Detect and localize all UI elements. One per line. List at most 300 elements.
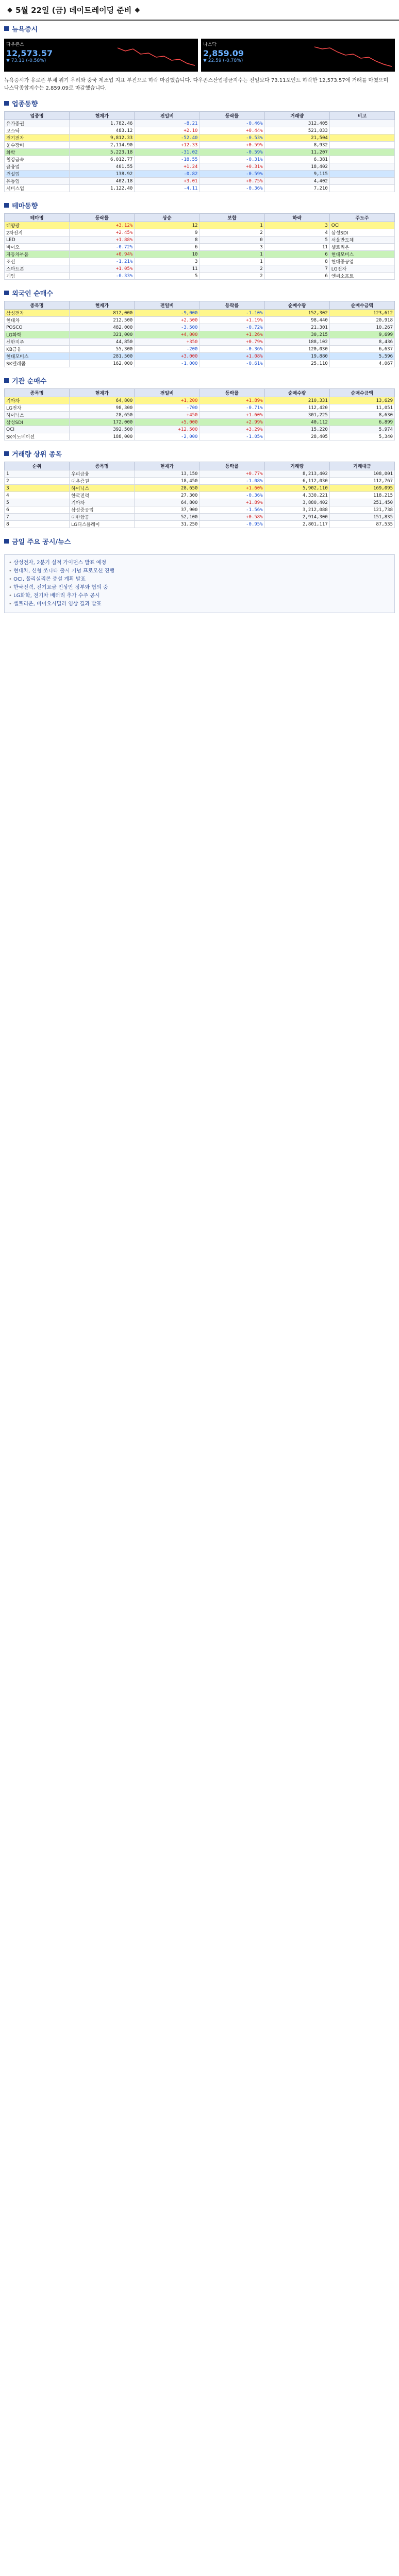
table-row[interactable] [5,222,395,229]
table-row[interactable] [5,265,395,273]
table-cell: 8,932 [264,142,329,149]
table-cell: +3,000 [135,353,200,360]
table-cell: +1.08% [200,353,264,360]
table-cell: 2 [200,273,264,280]
column-header[interactable]: 현재가 [70,112,135,120]
table-cell: 162,000 [70,360,135,367]
table-cell: 37,900 [135,506,200,514]
indices-heading-text: 뉴욕증시 [12,26,38,33]
table-cell [329,156,394,163]
table-cell: 기아차 [70,499,135,506]
table-cell: 18,450 [135,478,200,485]
table-cell: LG전자 [329,265,394,273]
notices-box [4,554,395,613]
table-cell: -0.59% [200,171,264,178]
column-header[interactable]: 등락률 [70,214,135,222]
table-row[interactable] [5,404,395,412]
table-cell: 812,000 [70,310,135,317]
square-bullet-icon [4,451,9,456]
table-row[interactable] [5,514,395,521]
table-row[interactable] [5,397,395,404]
table-cell: 0 [200,236,264,244]
table-cell: 스마트폰 [5,265,70,273]
table-cell: 87,535 [329,521,394,528]
column-header[interactable]: 거래대금 [329,462,394,470]
table-row[interactable] [5,478,395,485]
table-cell: 7 [5,514,70,521]
table-cell: 셀트리온 [329,244,394,251]
table-cell: +12.33 [135,142,200,149]
table-row[interactable] [5,236,395,244]
notice-item[interactable]: • 현대차, 신형 쏘나타 출시 기념 프로모션 진행 [9,567,390,575]
section-heading-inst [0,372,399,388]
spacer [0,280,399,285]
dow-sparkline [118,42,195,71]
table-cell: 건설업 [5,171,70,178]
column-header[interactable]: 전일비 [135,112,200,120]
table-cell: 대우증권 [70,478,135,485]
spacer [0,440,399,446]
column-header[interactable]: 등락률 [200,301,264,310]
table-cell: 1,782.46 [70,120,135,127]
table-cell: -0.33% [70,273,135,280]
table-cell: 6,637 [329,346,394,353]
table-cell: -0.82 [135,171,200,178]
table-cell: LG디스플레이 [70,521,135,528]
table-cell: 8 [264,258,329,265]
table-row[interactable] [5,433,395,440]
table-cell: 하이닉스 [5,412,70,419]
table-cell: LG전자 [5,404,70,412]
table-cell: 2차전지 [5,229,70,236]
table-row[interactable] [5,258,395,265]
table-cell: +0.94% [70,251,135,258]
table-cell: +3.01 [135,178,200,185]
table-wrap-foreign [0,301,399,367]
table-cell: 482,000 [70,324,135,331]
table-cell: 유통업 [5,178,70,185]
table-row[interactable] [5,134,395,142]
table-cell: 40,112 [264,419,329,426]
table-cell: 철강금속 [5,156,70,163]
table-cell: 98,440 [264,317,329,324]
table-cell: 15,220 [264,426,329,433]
table-cell: OCI [329,222,394,229]
table-row[interactable] [5,171,395,178]
table-cell: 기아차 [5,397,70,404]
table-cell: 우리금융 [70,470,135,478]
table-cell: +2.10 [135,127,200,134]
table-cell: KB금융 [5,346,70,353]
page-title [0,0,399,21]
nasdaq-card [201,39,395,72]
table-cell: 21,301 [264,324,329,331]
dow-name: 다우존스 [6,42,24,47]
table-row[interactable] [5,426,395,433]
table-cell: 112,420 [264,404,329,412]
table-cell: 1 [200,222,264,229]
table-row[interactable] [5,310,395,317]
column-header[interactable]: 테마명 [5,214,70,222]
table-cell: 169,095 [329,485,394,492]
table-wrap-volume [0,462,399,528]
section-heading-volume [0,446,399,462]
table-cell: 210,331 [264,397,329,404]
table-cell: 11 [135,265,200,273]
table-row[interactable] [5,317,395,324]
table-cell [329,134,394,142]
table-cell: LED [5,236,70,244]
notice-item[interactable]: • 삼성전자, 2분기 실적 가이던스 발표 예정 [9,559,390,567]
spacer [0,367,399,372]
table-cell: 2 [200,229,264,236]
spacer [0,192,399,197]
table-cell: 4 [264,229,329,236]
table-cell: +2.45% [70,229,135,236]
column-header[interactable]: 순매수량 [264,301,329,310]
table-cell: -200 [135,346,200,353]
column-header[interactable]: 비고 [329,112,394,120]
table-cell: 12 [135,222,200,229]
table-row[interactable] [5,185,395,192]
table-cell [329,149,394,156]
table-row[interactable] [5,324,395,331]
table-cell: POSCO [5,324,70,331]
table-cell: 자동차부품 [5,251,70,258]
table-cell: 312,405 [264,120,329,127]
table-cell: +0.79% [200,338,264,346]
column-header[interactable]: 전일비 [135,389,200,397]
table-cell: -0.36% [200,492,264,499]
notice-item[interactable]: • 셀트리온, 바이오시밀러 임상 결과 발표 [9,600,390,608]
table-cell: 401.55 [70,163,135,171]
table-cell: 28,650 [135,485,200,492]
table-cell: 120,030 [264,346,329,353]
table-cell: 한국전력 [70,492,135,499]
table-cell: 28,405 [264,433,329,440]
section-heading-theme [0,197,399,213]
table-cell: -0.36% [200,346,264,353]
data-table-volume [4,462,395,528]
table-cell: +450 [135,412,200,419]
table-row[interactable] [5,156,395,163]
table-row[interactable] [5,149,395,156]
table-cell: 118,215 [329,492,394,499]
table-cell: 바이오 [5,244,70,251]
table-cell: 31,250 [135,521,200,528]
table-row[interactable] [5,244,395,251]
table-cell: 64,800 [70,397,135,404]
square-bullet-icon [4,291,9,295]
table-cell: 3 [5,485,70,492]
table-cell: 3 [200,244,264,251]
column-header[interactable]: 상승 [135,214,200,222]
table-cell: 25,110 [264,360,329,367]
market-summary: 뉴욕증시가 유로존 부채 위기 우려와 중국 제조업 지표 부진으로 하락 마감했습니다. 다우존스산업평균지수는 전일보다 73.11포인트 하락한 12,573.57에 거래를 마쳤으며 나스닥종합지수는 2,859.09로 마감했습니다. [4,78,389,91]
table-cell: 6,012.77 [70,156,135,163]
table-row[interactable] [5,353,395,360]
section-heading-sector [0,95,399,111]
diamond-icon: ◆ [135,6,140,14]
table-cell: +350 [135,338,200,346]
table-cell: -1.10% [200,310,264,317]
table-cell: -700 [135,404,200,412]
table-cell: 5 [264,236,329,244]
column-header[interactable]: 거래량 [264,462,329,470]
table-cell: 6,899 [329,419,394,426]
table-cell: 삼성SDI [329,229,394,236]
table-cell: 5,223.18 [70,149,135,156]
table-cell: 유가증권 [5,120,70,127]
table-cell: 2,914,300 [264,514,329,521]
square-bullet-icon [4,101,9,106]
notices-heading-text: 금일 주요 공시/뉴스 [12,538,71,546]
column-header[interactable]: 등락률 [200,112,264,120]
table-cell [329,171,394,178]
table-cell: 하이닉스 [70,485,135,492]
table-row[interactable] [5,499,395,506]
table-cell: -0.59% [200,149,264,156]
table-cell: 3 [135,258,200,265]
column-header[interactable]: 순매수금액 [329,389,394,397]
table-cell: 18,402 [264,163,329,171]
table-row[interactable] [5,412,395,419]
table-cell: +1.88% [70,236,135,244]
table-cell: 삼성중공업 [70,506,135,514]
table-cell: -0.36% [200,185,264,192]
column-header[interactable]: 순매수금액 [329,301,394,310]
table-row[interactable] [5,346,395,353]
table-cell: 392,500 [70,426,135,433]
table-row[interactable] [5,120,395,127]
table-row[interactable] [5,506,395,514]
table-cell: 6 [264,273,329,280]
table-row[interactable] [5,338,395,346]
spacer [0,528,399,533]
table-cell: 게임 [5,273,70,280]
table-cell: 8,213,402 [264,470,329,478]
data-table-theme [4,213,395,280]
table-cell: +2.99% [200,419,264,426]
table-cell: 화학 [5,149,70,156]
column-header[interactable]: 주도주 [329,214,394,222]
table-cell: 5,974 [329,426,394,433]
table-cell [329,185,394,192]
table-cell: LG화학 [5,331,70,338]
column-header[interactable]: 종목명 [5,389,70,397]
table-row[interactable] [5,163,395,171]
table-cell: +0.31% [200,163,264,171]
table-row[interactable] [5,273,395,280]
table-cell: 6 [5,506,70,514]
table-cell: 4,330,221 [264,492,329,499]
page-title-text: 5월 22일 (금) 데이트레이딩 준비 [15,5,132,15]
table-cell: OCI [5,426,70,433]
table-cell: -0.71% [200,404,264,412]
section-title: 테마동향 [12,202,38,210]
table-cell: 2,114.90 [70,142,135,149]
data-table-sector [4,111,395,192]
table-cell: 188,000 [70,433,135,440]
table-cell: 5,340 [329,433,394,440]
dow-value: 12,573.57 [6,48,53,58]
table-cell: 3,212,088 [264,506,329,514]
column-header[interactable]: 종목명 [70,462,135,470]
table-cell: 402.18 [70,178,135,185]
notice-item[interactable]: • 한국전력, 전기요금 인상안 정부와 협의 중 [9,584,390,592]
table-cell: 11,051 [329,404,394,412]
table-cell: 5,596 [329,353,394,360]
table-cell: -1.21% [70,258,135,265]
table-cell: 7 [264,265,329,273]
table-cell: 251,450 [329,499,394,506]
table-cell: -0.72% [200,324,264,331]
notice-item[interactable]: • LG화학, 전기차 배터리 추가 수주 공시 [9,592,390,600]
table-row[interactable] [5,521,395,528]
nasdaq-change: ▼ 22.59 (-0.78%) [203,58,243,63]
table-cell: -52.40 [135,134,200,142]
table-cell: 151,835 [329,514,394,521]
table-cell: 5 [5,499,70,506]
table-cell: 2,801,117 [264,521,329,528]
table-cell: 152,302 [264,310,329,317]
sections-container [0,95,399,533]
table-cell: +2,500 [135,317,200,324]
table-cell [329,127,394,134]
nasdaq-name: 나스닥 [203,42,217,47]
table-cell: 태양광 [5,222,70,229]
table-cell: 삼성SDI [5,419,70,426]
table-row[interactable] [5,127,395,134]
table-row[interactable] [5,251,395,258]
table-cell: 금융업 [5,163,70,171]
table-cell: 20,918 [329,317,394,324]
table-cell: -3,500 [135,324,200,331]
indices-heading [0,21,399,37]
table-cell: 8 [5,521,70,528]
notice-item[interactable]: • OCI, 폴리실리콘 증설 계획 발표 [9,575,390,584]
table-cell: 엔씨소프트 [329,273,394,280]
table-row[interactable] [5,485,395,492]
table-cell: 21,504 [264,134,329,142]
dow-change: ▼ 73.11 (-0.58%) [6,58,46,63]
table-cell: 대한항공 [70,514,135,521]
table-cell: 108,001 [329,470,394,478]
table-cell: 1 [5,470,70,478]
diamond-icon: ◆ [7,6,12,14]
column-header[interactable]: 현재가 [135,462,200,470]
table-row[interactable] [5,142,395,149]
nasdaq-value: 2,859.09 [203,48,244,58]
table-cell: 운수장비 [5,142,70,149]
table-cell: +4,000 [135,331,200,338]
table-cell: -9,000 [135,310,200,317]
column-header[interactable]: 등락률 [200,462,264,470]
table-cell: +5,000 [135,419,200,426]
table-cell: 30,215 [264,331,329,338]
table-cell: +1.60% [200,412,264,419]
table-cell: -1.05% [200,433,264,440]
dow-card [4,39,198,72]
column-header[interactable]: 현재가 [70,301,135,310]
column-header[interactable]: 하락 [264,214,329,222]
table-cell: 현대모비스 [329,251,394,258]
table-cell: 123,612 [329,310,394,317]
table-row[interactable] [5,470,395,478]
table-cell: 7,210 [264,185,329,192]
column-header[interactable]: 업종명 [5,112,70,120]
table-cell: 4 [5,492,70,499]
table-cell: 현대중공업 [329,258,394,265]
table-cell: 8,630 [329,412,394,419]
table-cell: 6 [135,244,200,251]
square-bullet-icon [4,539,9,544]
table-cell: 212,500 [70,317,135,324]
column-header[interactable]: 순매수량 [264,389,329,397]
table-row[interactable] [5,360,395,367]
table-cell: -0.61% [200,360,264,367]
table-cell: 301,225 [264,412,329,419]
table-cell: 3 [264,222,329,229]
table-cell: 신한지주 [5,338,70,346]
column-header[interactable]: 현재가 [70,389,135,397]
square-bullet-icon [4,26,9,31]
table-row[interactable] [5,229,395,236]
table-cell [329,163,394,171]
table-row[interactable] [5,492,395,499]
table-cell: +0.59% [200,142,264,149]
column-header[interactable]: 거래량 [264,112,329,120]
table-cell: 6,112,030 [264,478,329,485]
square-bullet-icon [4,203,9,208]
column-header[interactable]: 등락률 [200,389,264,397]
table-row[interactable] [5,331,395,338]
table-cell: 9,699 [329,331,394,338]
section-title: 외국인 순매수 [12,290,53,298]
table-cell: 1 [200,251,264,258]
table-cell: 28,650 [70,412,135,419]
table-cell: +0.77% [200,470,264,478]
column-header[interactable]: 종목명 [5,301,70,310]
section-heading-foreign [0,285,399,301]
table-cell: 전기전자 [5,134,70,142]
table-cell: 3,880,402 [264,499,329,506]
table-cell: +0.44% [200,127,264,134]
table-cell: +1.19% [200,317,264,324]
nasdaq-sparkline [314,42,392,71]
table-cell: 98,300 [70,404,135,412]
table-cell: 2 [5,478,70,485]
data-table-foreign [4,301,395,367]
table-cell: 4,067 [329,360,394,367]
table-cell: +0.58% [200,514,264,521]
table-cell: 코스닥 [5,127,70,134]
table-cell: 44,850 [70,338,135,346]
column-header[interactable]: 순위 [5,462,70,470]
table-cell: 13,150 [135,470,200,478]
column-header[interactable]: 전일비 [135,301,200,310]
table-cell: 10 [135,251,200,258]
table-cell: 9 [135,229,200,236]
table-cell: 11 [264,244,329,251]
table-cell: 321,000 [70,331,135,338]
column-header[interactable]: 보합 [200,214,264,222]
table-row[interactable] [5,178,395,185]
table-cell: 현대모비스 [5,353,70,360]
table-cell: 172,000 [70,419,135,426]
table-wrap-inst [0,388,399,440]
table-row[interactable] [5,419,395,426]
